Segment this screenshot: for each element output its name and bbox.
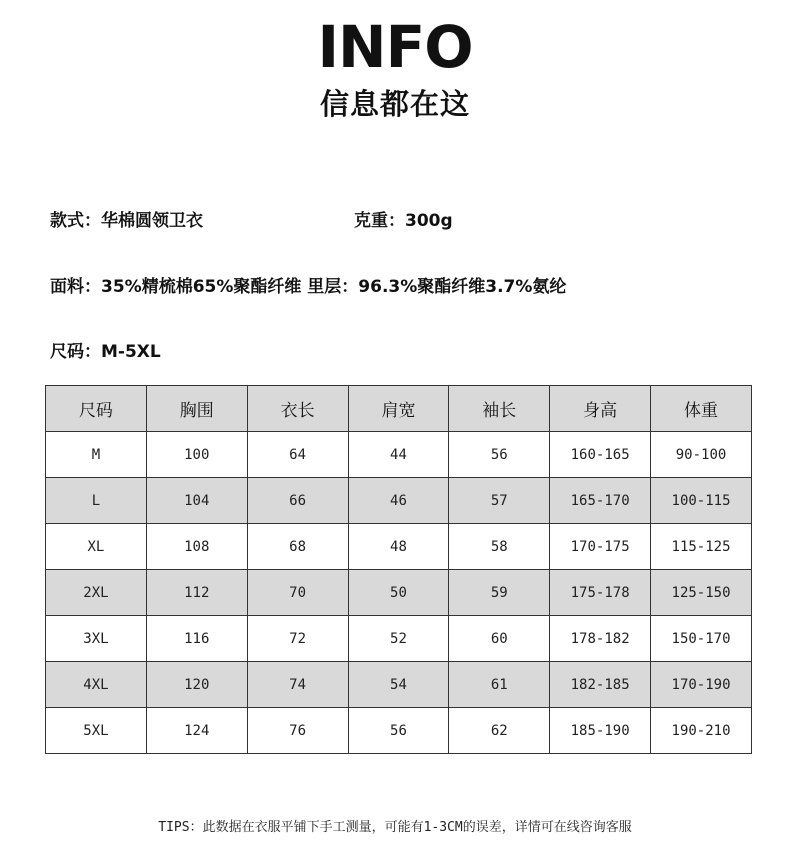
table-cell: 58 [449,524,550,570]
table-cell: 52 [348,616,449,662]
table-header-row [46,386,752,432]
table-cell: 108 [146,524,247,570]
table-cell: 4XL [46,662,147,708]
table-cell: 90-100 [651,432,752,478]
header-size: 尺码 [46,386,147,432]
table-cell: 112 [146,570,247,616]
table-cell: 175-178 [550,570,651,616]
weight-info: 克重：300g [354,211,453,231]
table-cell: 68 [247,524,348,570]
size-range-info: 尺码：M-5XL [50,342,161,362]
table-cell: 170-190 [651,662,752,708]
table-cell: 56 [348,708,449,754]
table-cell: 165-170 [550,478,651,524]
table-cell: 104 [146,478,247,524]
table-row [46,524,752,570]
table-row [46,616,752,662]
table-cell: 54 [348,662,449,708]
table-cell: 60 [449,616,550,662]
page-subtitle: 信息都在这 [319,87,470,121]
table-cell: 50 [348,570,449,616]
table-cell: 57 [449,478,550,524]
table-cell: 120 [146,662,247,708]
fabric-info: 面料：35%精梳棉65%聚酯纤维 里层：96.3%聚酯纤维3.7%氨纶 [50,277,567,297]
table-cell: 5XL [46,708,147,754]
table-cell: 115-125 [651,524,752,570]
table-cell: 48 [348,524,449,570]
table-cell: 70 [247,570,348,616]
table-cell: 72 [247,616,348,662]
table-cell: 56 [449,432,550,478]
header-length: 衣长 [247,386,348,432]
table-cell: 125-150 [651,570,752,616]
table-cell: 178-182 [550,616,651,662]
table-cell: 170-175 [550,524,651,570]
table-cell: 185-190 [550,708,651,754]
table-cell: 116 [146,616,247,662]
table-cell: 44 [348,432,449,478]
table-cell: 46 [348,478,449,524]
table-row [46,662,752,708]
table-cell: 61 [449,662,550,708]
table-cell: 3XL [46,616,147,662]
table-cell: 190-210 [651,708,752,754]
table-cell: L [46,478,147,524]
style-info: 款式：华棉圆领卫衣 [50,211,203,231]
table-row [46,432,752,478]
table-cell: 64 [247,432,348,478]
page-title: INFO [317,13,473,81]
table-cell: M [46,432,147,478]
header-height: 身高 [550,386,651,432]
table-row [46,708,752,754]
table-row [46,570,752,616]
table-cell: 182-185 [550,662,651,708]
table-cell: 76 [247,708,348,754]
header-sleeve: 袖长 [449,386,550,432]
header-weight: 体重 [651,386,752,432]
table-cell: 100-115 [651,478,752,524]
table-cell: 74 [247,662,348,708]
table-cell: 66 [247,478,348,524]
header-chest: 胸围 [146,386,247,432]
size-chart-table [45,385,752,754]
measurement-tips: TIPS：此数据在衣服平铺下手工测量，可能有1-3CM的误差，详情可在线咨询客服 [158,820,632,835]
table-cell: 59 [449,570,550,616]
header-shoulder: 肩宽 [348,386,449,432]
table-cell: 100 [146,432,247,478]
table-cell: 2XL [46,570,147,616]
table-row [46,478,752,524]
table-cell: 160-165 [550,432,651,478]
table-cell: 124 [146,708,247,754]
table-cell: 62 [449,708,550,754]
table-cell: XL [46,524,147,570]
table-cell: 150-170 [651,616,752,662]
